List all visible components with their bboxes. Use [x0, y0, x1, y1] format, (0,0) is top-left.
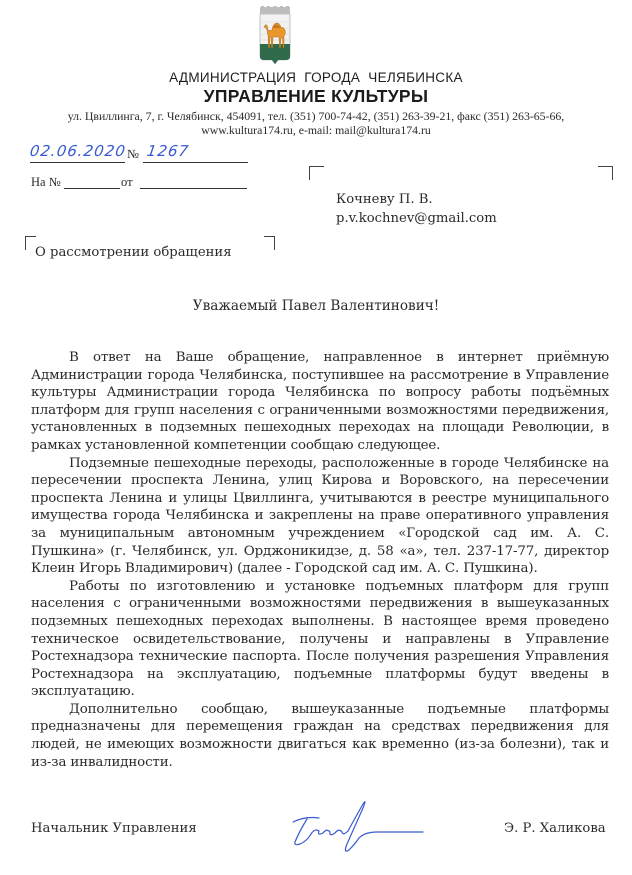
body-paragraph: Дополнительно сообщаю, вышеуказанные подъемные платформы предназначены для перемещения граждан на средствах передвижения для людей, не имеющих возможности двигаться как временно (из-за болезни), так и из-за инвалидности.: [31, 701, 609, 770]
signatory-name: Э. Р. Халикова: [504, 821, 606, 836]
coat-of-arms-icon: [259, 4, 291, 68]
reply-to-number-line: [64, 188, 120, 189]
recipient-corner-top-right: [598, 166, 613, 180]
department-contacts: [0, 123, 632, 138]
body-paragraph: Работы по изготовлению и установке подъемных платформ для групп населения с ограниченными возможностями передвижения в вышеуказанных подземных пешеходных переходах выполнены. В настоящее время проведено техническое освидетельствование, получены и направлены в Управление Ростехнадзора технические паспорта. После получения разрешения Управления Ростехнадзора на эксплуатацию, подъемные платформы будут введены в эксплуатацию.: [31, 578, 609, 700]
letter-body: [31, 349, 609, 771]
reply-to-date-line: [140, 188, 247, 189]
signatory-position: Начальник Управления: [31, 821, 197, 836]
reply-to-number-label: На №: [31, 175, 61, 189]
outgoing-date-line: [30, 162, 125, 163]
outgoing-date: 02.06.2020: [28, 142, 128, 160]
recipient-name: Кочневу П. В.: [336, 192, 433, 207]
salutation: Уважаемый Павел Валентинович!: [192, 298, 440, 314]
recipient-corner-top-left: [309, 166, 324, 180]
administration-name: АДМИНИСТРАЦИЯ ГОРОДА ЧЕЛЯБИНСКА: [169, 70, 463, 85]
handwritten-signature-icon: [285, 798, 430, 863]
recipient-email: p.v.kochnev@gmail.com: [336, 211, 497, 226]
letter-subject: О рассмотрении обращения: [35, 245, 232, 260]
subject-corner-top-right: [264, 236, 275, 250]
outgoing-number: 1267: [145, 142, 191, 160]
department-web-email: www.kultura174.ru, e-mail: mail@kultura174.ru: [201, 123, 431, 137]
outgoing-number-label: №: [127, 147, 139, 161]
outgoing-number-line: [143, 162, 248, 163]
body-paragraph: Подземные пешеходные переходы, расположенные в городе Челябинске на пересечении проспекта Ленина, улиц Кирова и Воровского, на пересечении проспекта Ленина и улицы Цвиллинга, учитываются в реестре муниципального имущества города Челябинска и закреплены на праве оперативного управления за муниципальным автономным учреждением «Городской сад им. А. С. Пушкина» (г. Челябинск, ул. Орджоникидзе, д. 58 «а», тел. 237-17-77, директор Клеин Игорь Владимирович) (далее - Городской сад им. А. С. Пушкина).: [31, 455, 609, 577]
department-name: УПРАВЛЕНИЕ КУЛЬТУРЫ: [203, 86, 429, 106]
body-paragraph: В ответ на Ваше обращение, направленное в интернет приёмную Администрации города Челябинска, поступившее на рассмотрение в Управление культуры Администрации города Челябинска по вопросу работы подъёмных платформ для групп населения с ограниченными возможностями передвижения, установленных в подземных пешеходных переходах на площади Революции, в рамках установленной компетенции сообщаю следующее.: [31, 350, 609, 453]
reply-to-date-label: от: [121, 175, 133, 189]
recipient-block: [336, 190, 497, 228]
department-address: ул. Цвиллинга, 7, г. Челябинск, 454091, тел. (351) 700-74-42, (351) 263-39-21, факс (351) 263-65-66,: [67, 109, 565, 123]
